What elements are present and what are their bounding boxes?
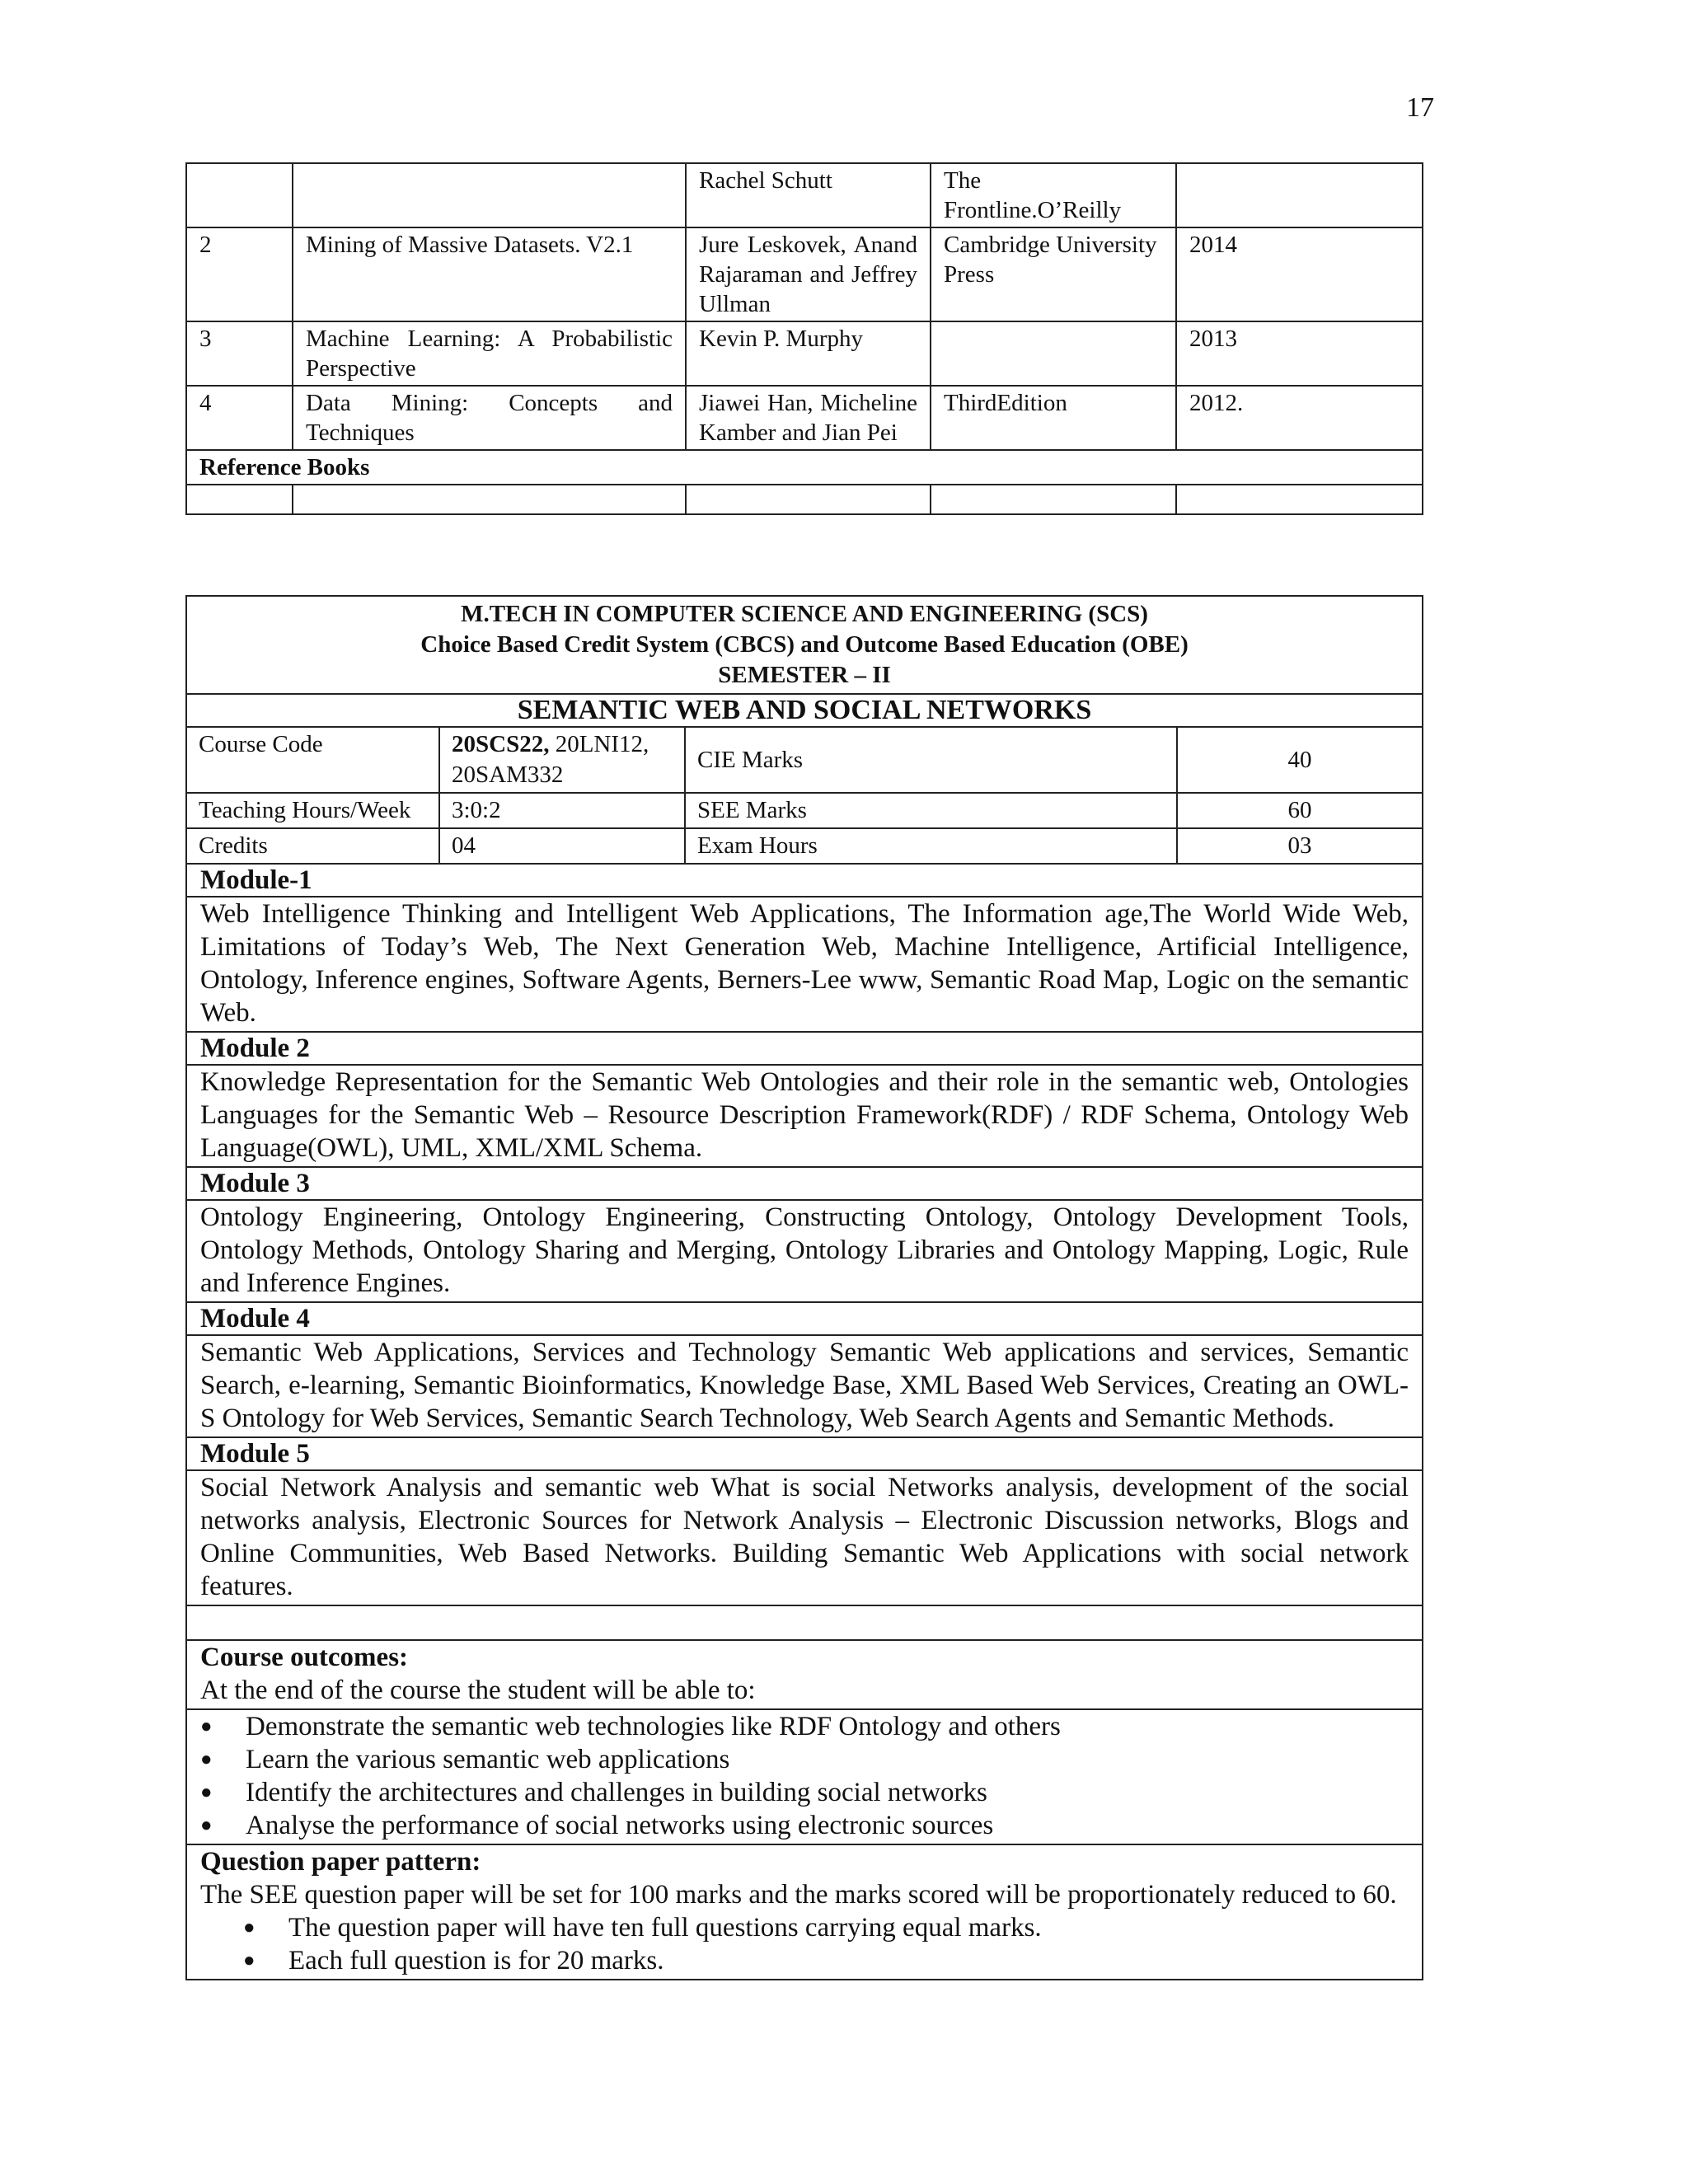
textbooks-table [185, 162, 1423, 515]
module-heading-row [186, 1032, 1423, 1065]
empty-row [186, 1605, 1423, 1640]
page-number: 17 [1406, 92, 1434, 123]
module-heading-row [186, 1302, 1423, 1335]
book-publisher: Cambridge University Press [931, 227, 1176, 321]
book-authors: Rachel Schutt [686, 163, 931, 227]
table-row [186, 163, 1423, 227]
outcomes-intro: At the end of the course the student will be able to: [200, 1675, 756, 1705]
table-row [186, 727, 1423, 793]
credits-label: Credits [186, 828, 439, 864]
book-title: Mining of Massive Datasets. V2.1 [293, 227, 686, 321]
outcomes-list [200, 1710, 1409, 1842]
course-title: SEMANTIC WEB AND SOCIAL NETWORKS [186, 694, 1423, 727]
course-table [185, 595, 1423, 1980]
module-heading-row [186, 1437, 1423, 1470]
teaching-hours-label: Teaching Hours/Week [186, 793, 439, 828]
semester: SEMESTER – II [718, 662, 891, 688]
exam-hours-value: 03 [1177, 828, 1423, 864]
course-header [186, 596, 1423, 694]
outcomes-list-row [186, 1709, 1423, 1844]
list-item: ● Learn the various semantic web applications [200, 1743, 1409, 1776]
see-marks-label: SEE Marks [685, 793, 1177, 828]
book-authors: Jure Leskovek, Anand Rajaraman and Jeffrey Ullman [686, 227, 931, 321]
empty-cell [186, 1605, 1423, 1640]
book-title: Machine Learning: A Probabilistic Perspective [293, 321, 686, 386]
list-item: ● The question paper will have ten full questions carrying equal marks. [243, 1911, 1409, 1944]
book-publisher: ThirdEdition [931, 386, 1176, 450]
table-row [186, 227, 1423, 321]
outcomes-list-cell [186, 1709, 1423, 1844]
question-paper-row [186, 1844, 1423, 1980]
outcomes-heading: Course outcomes: [200, 1643, 409, 1672]
book-publisher: The Frontline.O’Reilly [931, 163, 1176, 227]
module-heading-row [186, 864, 1423, 897]
course-code-label: Course Code [186, 727, 439, 793]
module-4-heading: Module 4 [186, 1302, 1423, 1335]
book-year: 2014 [1176, 227, 1423, 321]
book-title [293, 163, 686, 227]
module-heading-row [186, 1167, 1423, 1200]
book-number: 2 [186, 227, 293, 321]
cie-marks-label: CIE Marks [685, 727, 1177, 793]
book-authors: Kevin P. Murphy [686, 321, 931, 386]
list-item: ● Demonstrate the semantic web technologies like RDF Ontology and others [200, 1710, 1409, 1743]
module-1-content: Web Intelligence Thinking and Intelligent Web Applications, The Information age,The World Wide Web, Limitations of Today’s Web, The Next Generation Web, Machine Intelligence, Artificial Intelligence, Ontology, Inference engines, Software Agents, Berners-Lee www, Semantic Road Map, Logic on the semantic Web. [186, 897, 1423, 1032]
course-title-row [186, 694, 1423, 727]
module-5-content: Social Network Analysis and semantic web What is social Networks analysis, development of the social networks analysis, Electronic Sources for Network Analysis – Electronic Discussion networks, Blogs and Online Communities, Web Based Networks. Building Semantic Web Applications with social network features. [186, 1470, 1423, 1605]
module-2-heading: Module 2 [186, 1032, 1423, 1065]
list-item: ● Analyse the performance of social networks using electronic sources [200, 1809, 1409, 1842]
book-year: 2012. [1176, 386, 1423, 450]
table-row [186, 828, 1423, 864]
module-body-row [186, 1470, 1423, 1605]
credits-value: 04 [439, 828, 685, 864]
empty-cell [293, 485, 686, 514]
qp-intro: The SEE question paper will be set for 100 marks and the marks scored will be proportionately reduced to 60. [200, 1880, 1397, 1910]
module-1-heading: Module-1 [186, 864, 1423, 897]
course-code-others: 20LNI12, 20SAM332 [452, 731, 649, 788]
course-code-primary: 20SCS22, [452, 731, 550, 757]
module-body-row [186, 1200, 1423, 1302]
reference-books-label: Reference Books [186, 450, 1423, 485]
module-body-row [186, 1335, 1423, 1437]
course-outcomes [186, 1640, 1423, 1709]
course-code-value [439, 727, 685, 793]
list-item: ● Identify the architectures and challenges in building social networks [200, 1776, 1409, 1809]
book-number: 3 [186, 321, 293, 386]
teaching-hours-value: 3:0:2 [439, 793, 685, 828]
book-number [186, 163, 293, 227]
table-row [186, 485, 1423, 514]
module-5-heading: Module 5 [186, 1437, 1423, 1470]
book-year: 2013 [1176, 321, 1423, 386]
list-item: ● Each full question is for 20 marks. [243, 1944, 1409, 1977]
empty-cell [1176, 485, 1423, 514]
table-row [186, 321, 1423, 386]
see-marks-value: 60 [1177, 793, 1423, 828]
qp-heading: Question paper pattern: [200, 1847, 481, 1877]
empty-cell [686, 485, 931, 514]
book-number: 4 [186, 386, 293, 450]
qp-points [200, 1911, 1409, 1977]
program-name: M.TECH IN COMPUTER SCIENCE AND ENGINEERING (SCS) [461, 601, 1148, 627]
empty-cell [931, 485, 1176, 514]
module-2-content: Knowledge Representation for the Semantic Web Ontologies and their role in the semantic web, Ontologies Languages for the Semantic Web – Resource Description Framework(RDF) / RDF Schema, Ontology Web Language(OWL), UML, XML/XML Schema. [186, 1065, 1423, 1167]
cie-marks-value: 40 [1177, 727, 1423, 793]
module-3-heading: Module 3 [186, 1167, 1423, 1200]
module-4-content: Semantic Web Applications, Services and Technology Semantic Web applications and services, Semantic Search, e-learning, Semantic Bioinformatics, Knowledge Base, XML Based Web Services, Creating an OWL-S Ontology for Web Services, Semantic Search Technology, Web Search Agents and Semantic Methods. [186, 1335, 1423, 1437]
empty-cell [186, 485, 293, 514]
exam-hours-label: Exam Hours [685, 828, 1177, 864]
book-title: Data Mining: Concepts and Techniques [293, 386, 686, 450]
book-year [1176, 163, 1423, 227]
module-body-row [186, 1065, 1423, 1167]
table-row [186, 386, 1423, 450]
module-3-content: Ontology Engineering, Ontology Engineering, Constructing Ontology, Ontology Development Tools, Ontology Methods, Ontology Sharing and Merging, Ontology Libraries and Ontology Mapping, Logic, Rule and Inference Engines. [186, 1200, 1423, 1302]
book-publisher [931, 321, 1176, 386]
module-body-row [186, 897, 1423, 1032]
question-paper-pattern [186, 1844, 1423, 1980]
credit-system: Choice Based Credit System (CBCS) and Outcome Based Education (OBE) [420, 631, 1189, 658]
outcomes-row [186, 1640, 1423, 1709]
table-row [186, 793, 1423, 828]
table-row [186, 450, 1423, 485]
book-authors: Jiawei Han, Micheline Kamber and Jian Pei [686, 386, 931, 450]
course-header-row [186, 596, 1423, 694]
